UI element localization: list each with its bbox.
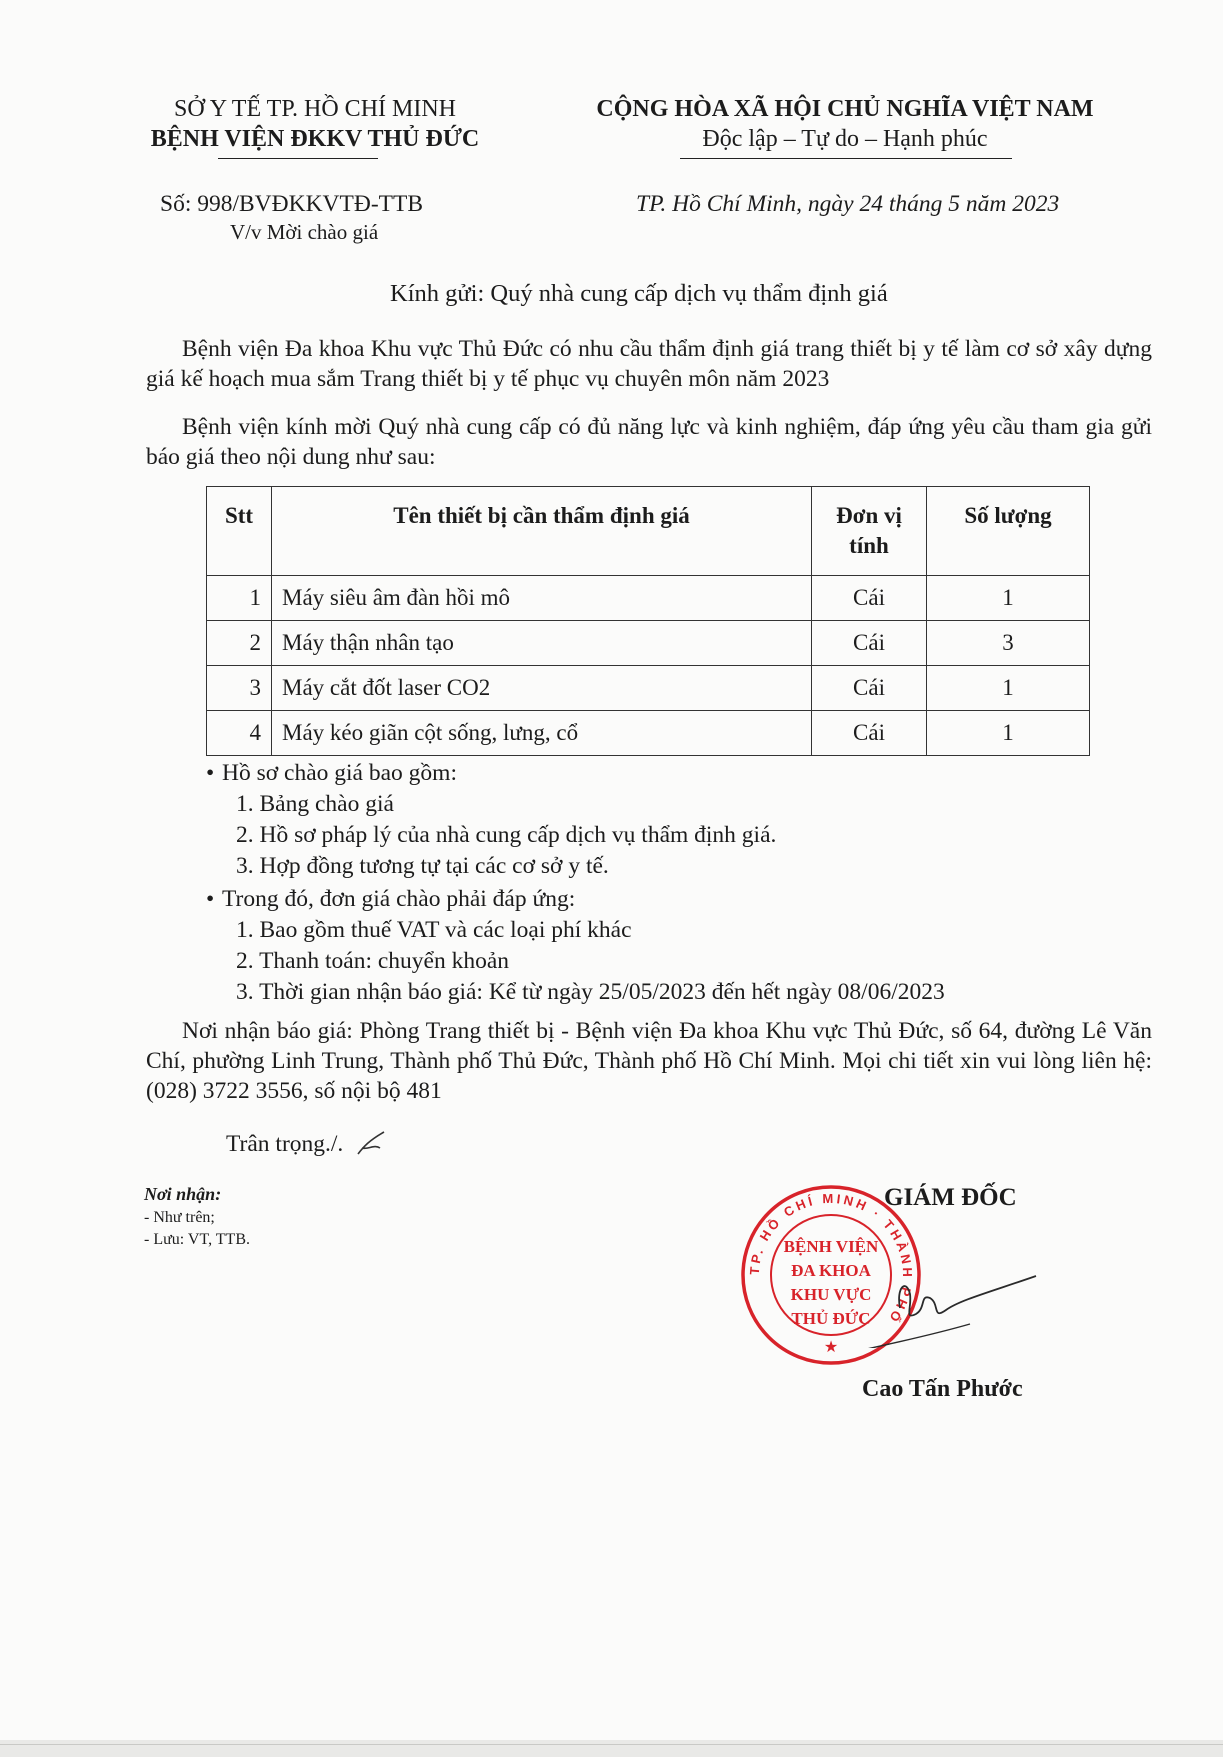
- cell-stt: 2: [207, 621, 272, 666]
- cell-unit: Cái: [812, 576, 927, 621]
- stamp-line: THỦ ĐỨC: [791, 1309, 871, 1328]
- cell-qty: 1: [927, 666, 1090, 711]
- list-title: Hồ sơ chào giá bao gồm:: [222, 760, 457, 786]
- recipient-line: - Lưu: VT, TTB.: [144, 1231, 250, 1248]
- list-item: 2. Thanh toán: chuyển khoản: [236, 948, 510, 974]
- nation-motto: Độc lập – Tự do – Hạnh phúc: [702, 126, 988, 152]
- list-item: 3. Thời gian nhận báo giá: Kể từ ngày 25/05/2023 đến hết ngày 08/06/2023: [236, 979, 945, 1005]
- table-row: [207, 621, 1090, 666]
- equipment-table: [206, 486, 1090, 756]
- recipient-line: - Như trên;: [144, 1209, 215, 1226]
- bullet-icon: •: [206, 760, 215, 786]
- document-subject: V/v Mời chào giá: [230, 220, 379, 244]
- nation-title: CỘNG HÒA XÃ HỘI CHỦ NGHĨA VIỆT NAM: [596, 96, 1094, 122]
- svg-text:★: ★: [823, 1339, 839, 1356]
- document-date: TP. Hồ Chí Minh, ngày 24 tháng 5 năm 2023: [636, 191, 1060, 217]
- dossier-list: [206, 758, 776, 882]
- table-header-row: [207, 487, 1090, 576]
- list-item: [206, 884, 945, 915]
- list-item: 3. Hợp đồng tương tự tại các cơ sở y tế.: [236, 853, 609, 879]
- col-header-name: Tên thiết bị cần thẩm định giá: [272, 487, 812, 576]
- stamp-line: BỆNH VIỆN: [783, 1237, 879, 1256]
- cell-name: Máy thận nhân tạo: [272, 621, 812, 666]
- header-left-underline: [218, 158, 378, 159]
- col-header-stt: Stt: [207, 487, 272, 576]
- list-item: 1. Bảng chào giá: [236, 791, 394, 817]
- cell-stt: 3: [207, 666, 272, 711]
- table-row: [207, 666, 1090, 711]
- cell-name: Máy cắt đốt laser CO2: [272, 666, 812, 711]
- cell-stt: 4: [207, 711, 272, 756]
- initials-icon: [354, 1126, 388, 1162]
- intro-paragraph: Bệnh viện Đa khoa Khu vực Thủ Đức có nhu cầu thẩm định giá trang thiết bị y tế làm cơ sở xây dựng giá kế hoạch mua sắm Trang thiết bị y tế phục vụ chuyên môn năm 2023: [146, 336, 1152, 392]
- bullet-icon: •: [206, 886, 215, 912]
- cell-unit: Cái: [812, 711, 927, 756]
- stamp-line: ĐA KHOA: [791, 1261, 871, 1280]
- cell-unit: Cái: [812, 666, 927, 711]
- cell-qty: 1: [927, 576, 1090, 621]
- stamp-line: KHU VỰC: [790, 1285, 872, 1304]
- list-title: Trong đó, đơn giá chào phải đáp ứng:: [222, 886, 576, 912]
- stamp-ring-text: TP. HỒ CHÍ MINH · THÀNH PHỐ: [746, 1190, 916, 1327]
- list-item: 1. Bao gồm thuế VAT và các loại phí khác: [236, 917, 632, 943]
- agency-name: SỞ Y TẾ TP. HỒ CHÍ MINH: [173, 96, 457, 122]
- table-row: [207, 576, 1090, 621]
- cell-stt: 1: [207, 576, 272, 621]
- list-item: 2. Hồ sơ pháp lý của nhà cung cấp dịch vụ thẩm định giá.: [236, 822, 777, 848]
- recipients-title: Nơi nhận:: [144, 1184, 222, 1204]
- invitation-paragraph: Bệnh viện kính mời Quý nhà cung cấp có đủ năng lực và kinh nghiệm, đáp ứng yêu cầu tham gia gửi báo giá theo nội dung như sau:: [146, 414, 1152, 470]
- col-header-unit: Đơn vị tính: [812, 487, 927, 576]
- scan-bottom-edge: [0, 1740, 1223, 1757]
- table-row: [207, 711, 1090, 756]
- header-right-underline: [680, 158, 1012, 159]
- cell-qty: 3: [927, 621, 1090, 666]
- document-number: Số: 998/BVĐKKVTĐ-TTB: [160, 191, 424, 217]
- scan-bottom-line: [0, 1744, 1223, 1745]
- submission-paragraph: Nơi nhận báo giá: Phòng Trang thiết bị - Bệnh viện Đa khoa Khu vực Thủ Đức, số 64, đường Lê Văn Chí, phường Linh Trung, Thành phố Thủ Đức, Thành phố Hồ Chí Minh. Mọi chi tiết xin vui lòng liên hệ: (028) 3722 3556, số nội bộ 481: [146, 1018, 1152, 1104]
- cell-name: Máy kéo giãn cột sống, lưng, cổ: [272, 711, 812, 756]
- hospital-name: BỆNH VIỆN ĐKKV THỦ ĐỨC: [150, 126, 480, 152]
- signer-name: Cao Tấn Phước: [862, 1376, 1023, 1402]
- salutation: Kính gửi: Quý nhà cung cấp dịch vụ thẩm định giá: [390, 280, 888, 307]
- cell-name: Máy siêu âm đàn hồi mô: [272, 576, 812, 621]
- list-item: [206, 758, 776, 789]
- col-header-qty: Số lượng: [927, 487, 1090, 576]
- closing: Trân trọng./.: [226, 1131, 344, 1157]
- price-requirements-list: [206, 884, 945, 1008]
- cell-unit: Cái: [812, 621, 927, 666]
- signer-position: GIÁM ĐỐC: [884, 1184, 1017, 1211]
- cell-qty: 1: [927, 711, 1090, 756]
- signature-icon: [860, 1258, 1050, 1348]
